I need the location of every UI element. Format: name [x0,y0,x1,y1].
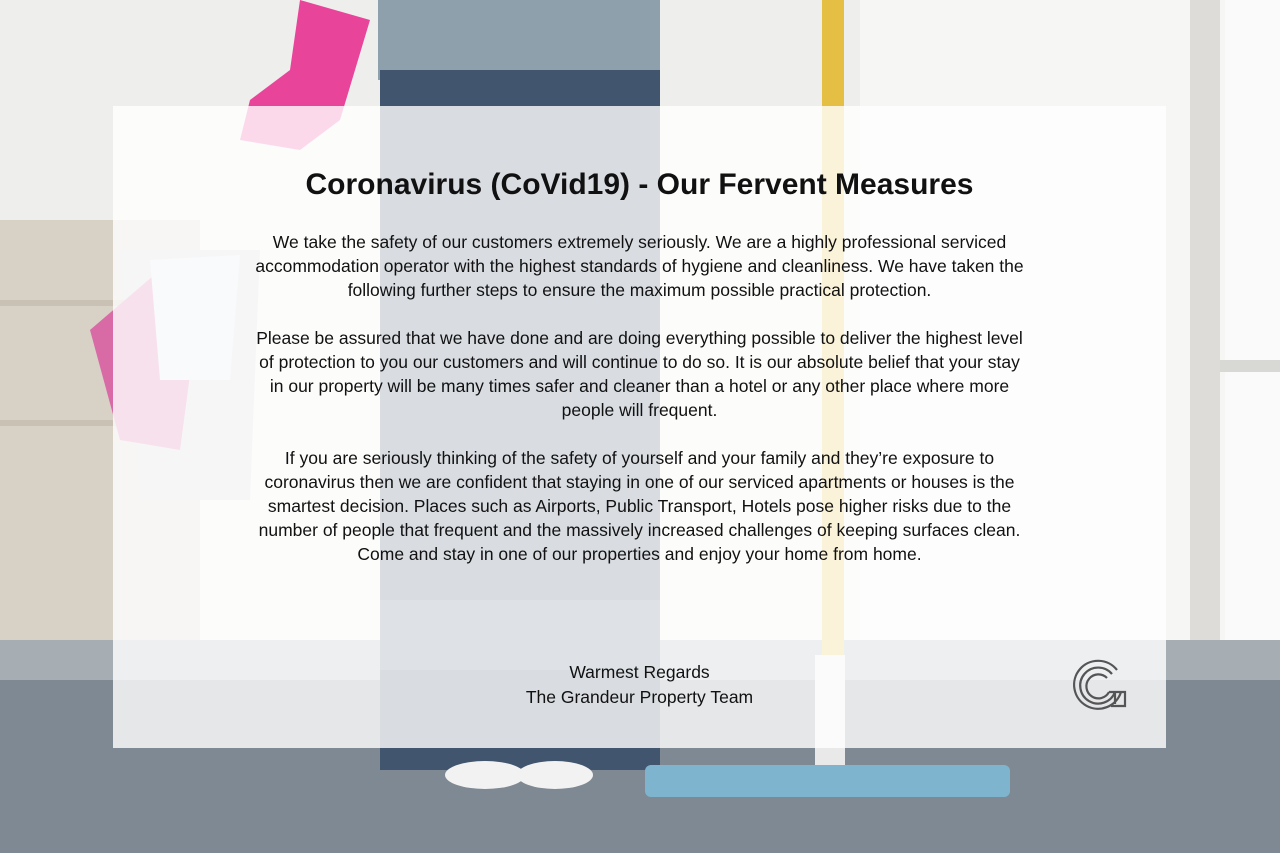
notice-panel [113,106,1166,748]
notice-paragraph-3: If you are seriously thinking of the safety of yourself and your family and they’re exposure to coronavirus then we are confident that staying in one of our serviced apartments or houses is the smartest decision. Places such as Airports, Public Transport, Hotels pose higher risks due to the number of people that frequent and the massively increased challenges of keeping surfaces clean. Come and stay in one of our properties and enjoy your home from home. [258,448,1021,564]
notice-paragraph-1: We take the safety of our customers extremely seriously. We are a highly professional serviced accommodation operator with the highest standards of hygiene and cleanliness. We have taken the following further steps to ensure the maximum possible practical protection. [255,232,1024,300]
signoff [113,660,1166,710]
signoff-team: The Grandeur Property Team [525,687,754,707]
grandeur-g-logo-icon [1067,654,1131,718]
notice-body [253,230,1026,590]
notice-title: Coronavirus (CoVid19) - Our Fervent Measures [305,168,974,201]
signoff-greeting: Warmest Regards [569,662,710,682]
notice-paragraph-2: Please be assured that we have done and are doing everything possible to deliver the highest level of protection to you our customers and will continue to do so. It is our absolute belief that your stay in our property will be many times safer and cleaner than a hotel or any other place where more people will frequent. [256,328,1023,420]
